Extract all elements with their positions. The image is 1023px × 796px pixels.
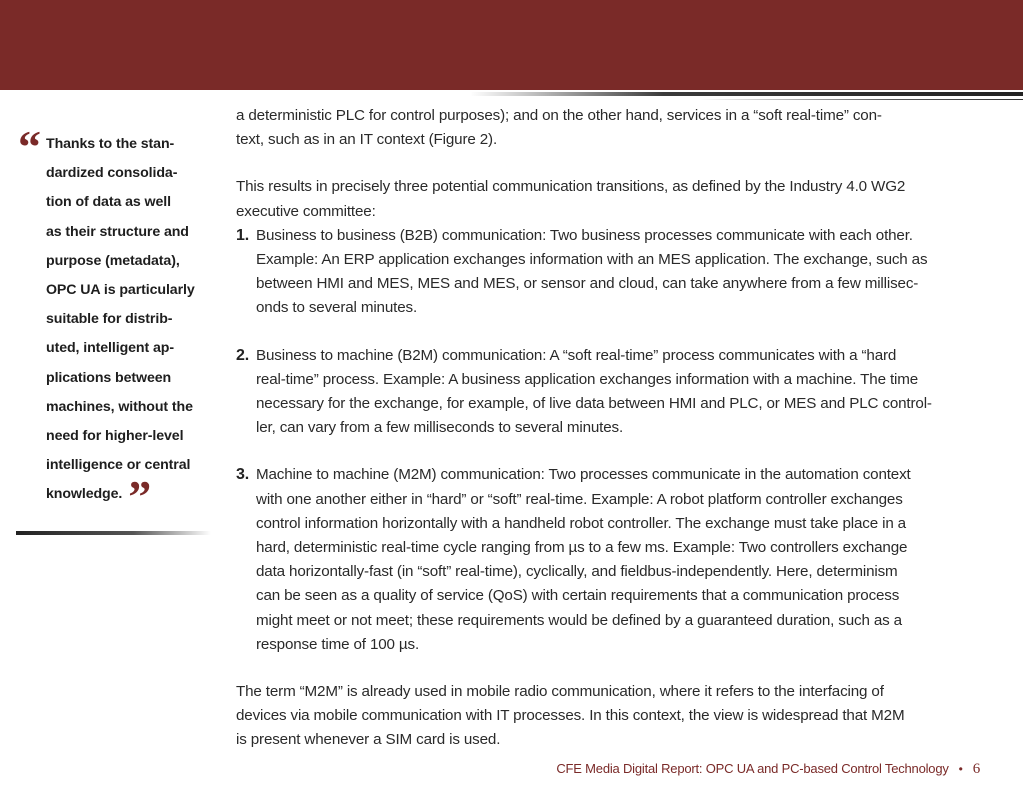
body-line: real-time” process. Example: A business application exchanges information with a machine. The time: [256, 370, 919, 388]
body-line: Business to business (B2B) communication: Two business processes communicate with each other.: [256, 226, 913, 244]
article-body: [236, 104, 980, 753]
body-line: between HMI and MES, MES and MES, or sensor and cloud, can take anywhere from a few millisec-: [256, 275, 919, 293]
pull-quote-line: knowledge.: [46, 486, 123, 503]
body-line: The term “M2M” is already used in mobile radio communication, where it refers to the interfacing of: [236, 683, 884, 701]
pull-quote-line: plications between: [46, 369, 172, 386]
body-line: ler, can vary from a few milliseconds to several minutes.: [256, 419, 624, 437]
page-number: 6: [972, 761, 980, 777]
pull-quote-text: [46, 130, 213, 523]
paragraph-gap: [236, 152, 980, 175]
body-line: data horizontally-fast (in “soft” real-time), cyclically, and fieldbus-independently. Here, determinism: [256, 563, 898, 581]
list-item: [236, 344, 980, 441]
header-divider-thin: [700, 99, 1023, 100]
body-line: necessary for the exchange, for example, of live data between HMI and PLC, or MES and PLC control-: [256, 395, 932, 413]
pull-quote-line: intelligence or central: [46, 457, 191, 474]
pull-quote-line: uted, intelligent ap-: [46, 340, 174, 357]
body-line: is present whenever a SIM card is used.: [236, 731, 501, 749]
pull-quote-last-line: [46, 471, 213, 523]
list-item-number: 3.: [236, 466, 250, 484]
footer-bullet: •: [958, 762, 963, 776]
body-line: onds to several minutes.: [256, 299, 418, 317]
close-quote-mark: ”: [128, 471, 152, 523]
pull-quote: [18, 121, 213, 523]
body-line: a deterministic PLC for control purposes); and on the other hand, services in a “soft real-time” con-: [236, 107, 882, 124]
body-line: Example: An ERP application exchanges information with an MES application. The exchange, such as: [256, 251, 928, 269]
pull-quote-line: need for higher-level: [46, 428, 184, 445]
list-item-number: 1.: [236, 226, 250, 244]
body-line: Business to machine (B2M) communication: A “soft real-time” process communicates with a “hard: [256, 346, 897, 364]
pull-quote-line: OPC UA is particularly: [46, 282, 195, 299]
list-item-number: 2.: [236, 346, 250, 364]
closing-paragraph: [236, 680, 980, 753]
footer-title: CFE Media Digital Report: OPC UA and PC-based Control Technology: [556, 761, 949, 776]
list-item: [236, 463, 980, 657]
paragraph-gap: [236, 321, 980, 344]
body-line: with one another either in “hard” or “soft” real-time. Example: A robot platform controller exchanges: [256, 490, 903, 508]
intro-paragraph: [236, 104, 980, 152]
list-item: [236, 224, 980, 321]
pull-quote-line: dardized consolida-: [46, 165, 178, 182]
pull-quote-divider: [16, 531, 211, 535]
body-line: executive committee:: [236, 202, 376, 220]
header-banner: [0, 0, 1023, 90]
body-line: can be seen as a quality of service (QoS) with certain requirements that a communication process: [256, 587, 900, 605]
pull-quote-line: tion of data as well: [46, 194, 171, 211]
pull-quote-line: Thanks to the stan-: [46, 136, 175, 152]
paragraph-gap: [236, 657, 980, 680]
body-line: response time of 100 µs.: [256, 635, 420, 653]
body-line: devices via mobile communication with IT processes. In this context, the view is widespread that M2M: [236, 707, 905, 725]
body-line: Machine to machine (M2M) communication: Two processes communicate in the automation context: [256, 466, 911, 484]
body-line: control information horizontally with a handheld robot controller. The exchange must take place in a: [256, 514, 906, 532]
page-footer: [556, 761, 980, 778]
body-line: This results in precisely three potential communication transitions, as defined by the Industry 4.0 WG2: [236, 178, 906, 196]
open-quote-mark: “: [18, 121, 41, 172]
body-line: might meet or not meet; these requirements would be defined by a guaranteed duration, such as a: [256, 611, 902, 629]
pull-quote-line: machines, without the: [46, 398, 193, 415]
body-line: hard, deterministic real-time cycle ranging from µs to a few ms. Example: Two controllers exchange: [256, 539, 908, 557]
body-line: text, such as in an IT context (Figure 2).: [236, 131, 498, 149]
pull-quote-line: suitable for distrib-: [46, 311, 173, 328]
lead-paragraph: [236, 175, 980, 223]
paragraph-gap: [236, 440, 980, 463]
pull-quote-line: as their structure and: [46, 223, 189, 240]
pull-quote-line: purpose (metadata),: [46, 252, 180, 269]
header-divider: [470, 92, 1023, 96]
